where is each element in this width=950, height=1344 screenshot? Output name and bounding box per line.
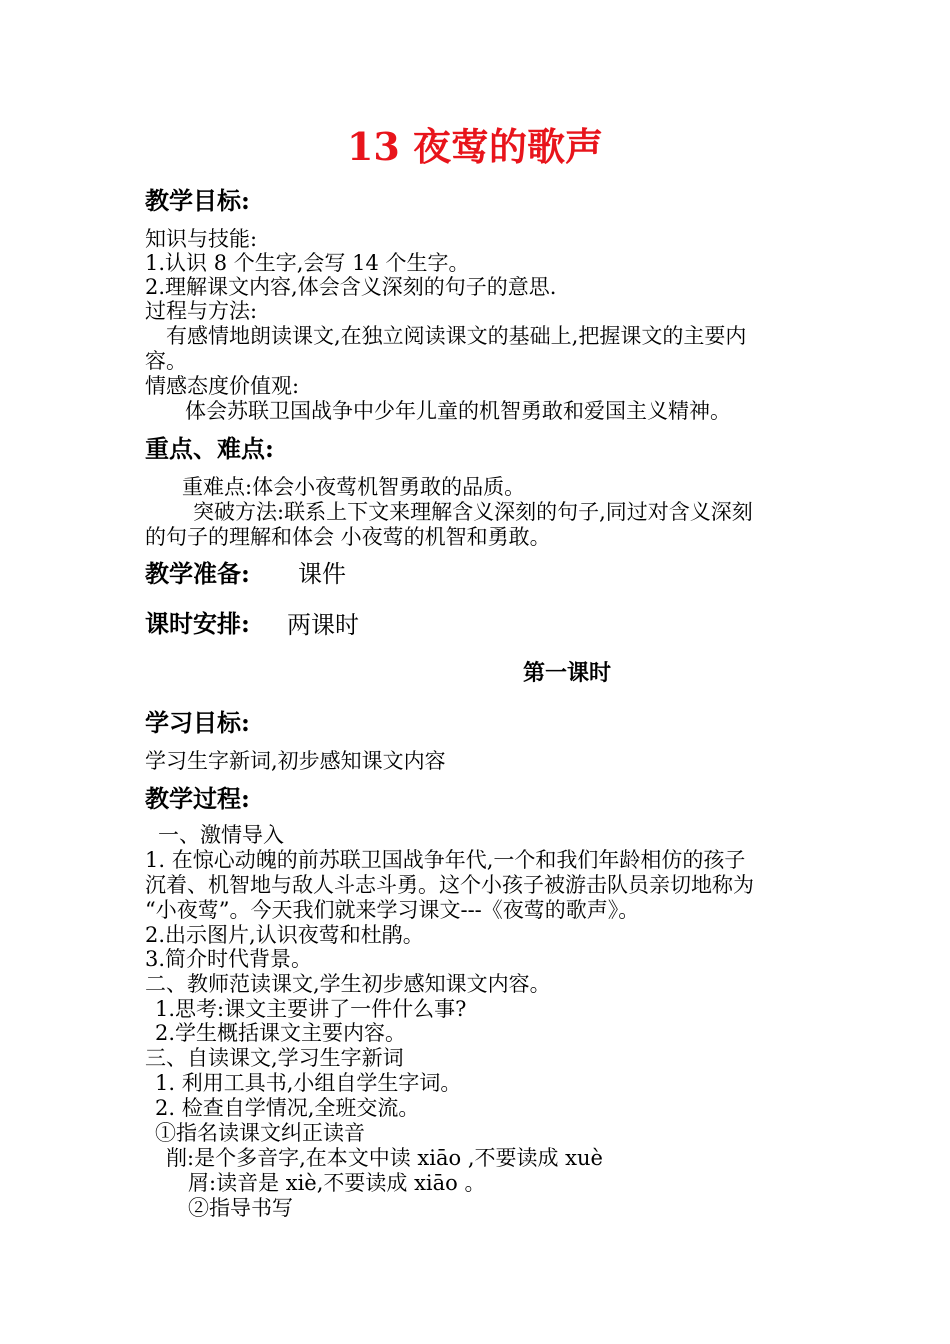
pronunciation-note-1: 削:是个多音字,在本文中读 xiāo ,不要读成 xuè <box>166 1146 603 1170</box>
key-heading: 重点、难点: <box>145 434 274 463</box>
section-2-item-2: 2.学生概括课文主要内容。 <box>155 1021 407 1045</box>
document-title: 13 夜莺的歌声 <box>346 124 604 169</box>
knowledge-item-1: 1.认识 8 个生字,会写 14 个生字。 <box>145 251 470 275</box>
teaching-process-heading: 教学过程: <box>145 784 250 813</box>
emotion-text: 体会苏联卫国战争中少年儿童的机智勇敢和爱国主义精神。 <box>185 399 731 423</box>
section-1-item-1-line-3: “小夜莺”。今天我们就来学习课文---《夜莺的歌声》。 <box>145 898 640 922</box>
knowledge-label: 知识与技能: <box>145 227 258 251</box>
section-3-title: 三、自读课文,学习生字新词 <box>145 1046 404 1070</box>
section-1-title: 一、激情导入 <box>158 823 284 847</box>
goals-heading: 教学目标: <box>145 186 250 215</box>
process-text-line-1: 有感情地朗读课文,在独立阅读课文的基础上,把握课文的主要内 <box>166 324 747 348</box>
study-goals-text: 学习生字新词,初步感知课文内容 <box>145 749 446 773</box>
section-1-item-1-line-1: 1. 在惊心动魄的前苏联卫国战争年代,一个和我们年龄相仿的孩子 <box>145 848 746 872</box>
section-3-item-2: 2. 检查自学情况,全班交流。 <box>155 1096 420 1120</box>
breakthrough-line-1: 突破方法:联系上下文来理解含义深刻的句子,同过对含义深刻 <box>193 500 753 524</box>
key-point: 重难点:体会小夜莺机智勇敢的品质。 <box>182 475 526 499</box>
section-3-subitem-2: ②指导书写 <box>188 1196 293 1220</box>
section-2-title: 二、教师范读课文,学生初步感知课文内容。 <box>145 972 551 996</box>
process-text-line-2: 容。 <box>145 349 187 373</box>
schedule-value: 两课时 <box>287 611 359 639</box>
breakthrough-line-2: 的句子的理解和体会 小夜莺的机智和勇敢。 <box>145 525 551 549</box>
section-3-subitem-1: ①指名读课文纠正读音 <box>155 1121 365 1145</box>
study-goals-heading: 学习目标: <box>145 708 250 737</box>
prep-heading: 教学准备: <box>145 559 250 588</box>
lesson-title: 第一课时 <box>523 660 612 686</box>
section-2-item-1: 1.思考:课文主要讲了一件什么事? <box>155 997 467 1021</box>
pronunciation-note-2: 屑:读音是 xiè,不要读成 xiāo 。 <box>188 1171 486 1195</box>
section-1-item-2: 2.出示图片,认识夜莺和杜鹃。 <box>145 923 424 947</box>
section-1-item-1-line-2: 沉着、机智地与敌人斗志斗勇。这个小孩子被游击队员亲切地称为 <box>145 873 754 897</box>
knowledge-item-2: 2.理解课文内容,体会含义深刻的句子的意思. <box>145 275 557 299</box>
prep-value: 课件 <box>298 560 346 588</box>
process-label: 过程与方法: <box>145 299 258 323</box>
section-1-item-3: 3.简介时代背景。 <box>145 947 313 971</box>
emotion-label: 情感态度价值观: <box>145 374 300 398</box>
section-3-item-1: 1. 利用工具书,小组自学生字词。 <box>155 1071 462 1095</box>
schedule-heading: 课时安排: <box>145 609 250 638</box>
